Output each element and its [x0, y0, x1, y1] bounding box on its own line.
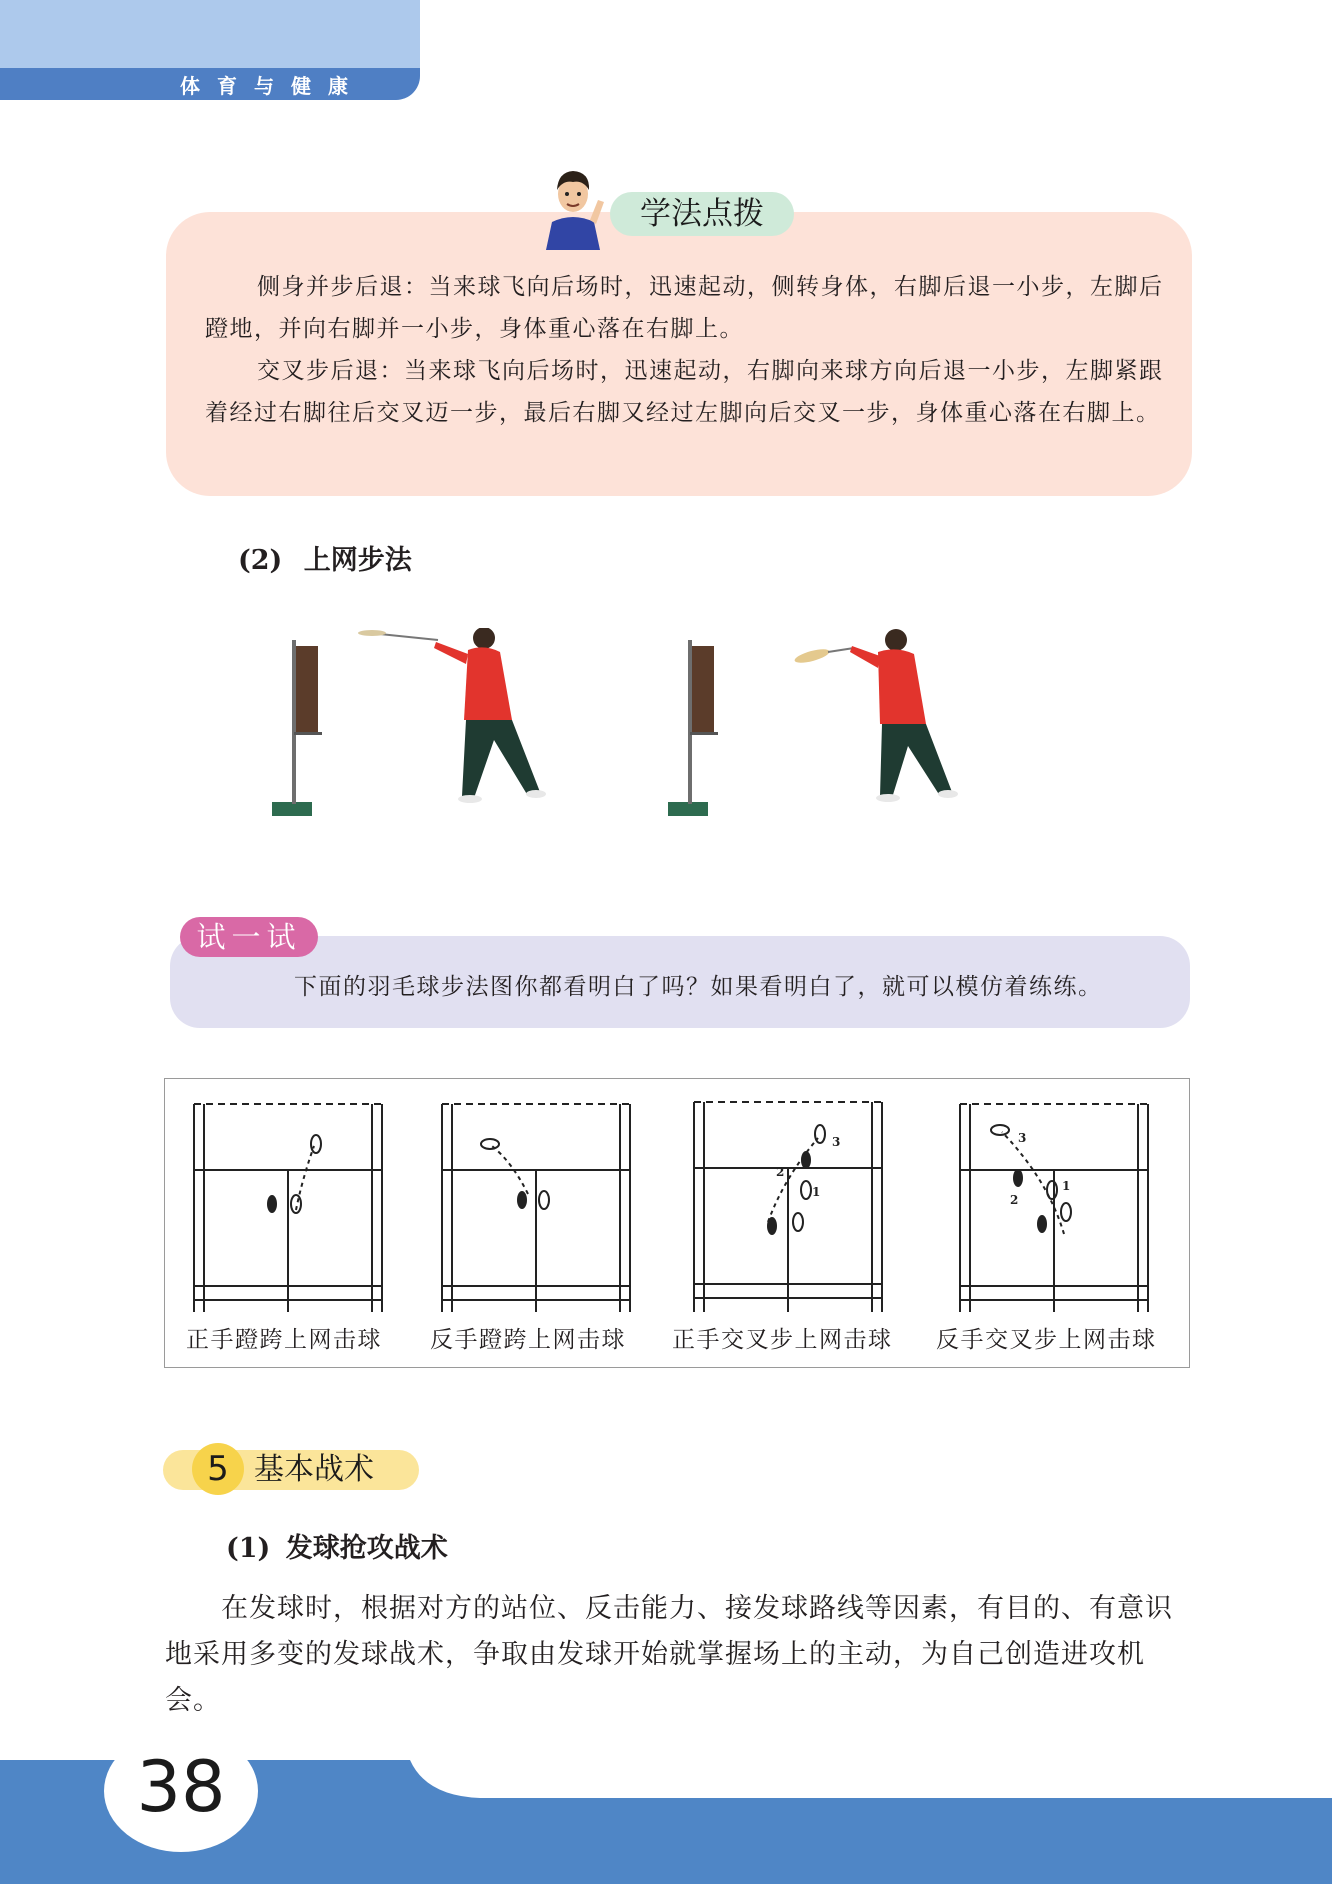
net-step-photo-2 [664, 628, 964, 828]
court-diagram-1 [190, 1100, 386, 1316]
header-band-light [0, 0, 420, 70]
subsection-heading-1 [226, 1526, 448, 1565]
step-number-3: 3 [1018, 1131, 1027, 1145]
step-number-2: 2 [776, 1165, 785, 1179]
section-title: 基本战术 [254, 1452, 374, 1487]
subsection-number: (1) [226, 1533, 271, 1564]
subsection-title: 上网步法 [303, 545, 412, 576]
net-step-photo-1 [268, 628, 558, 828]
subsection-heading-2 [238, 538, 412, 577]
net-post-2 [668, 640, 718, 816]
try-it-text: 下面的羽毛球步法图你都看明白了吗？如果看明白了，就可以模仿着练练。 [294, 974, 1103, 1000]
tip-title: 学法点拨 [610, 192, 794, 236]
net-post-1 [272, 640, 322, 816]
try-it-label: 试一试 [180, 917, 318, 957]
tip-paragraph-2: 交叉步后退：当来球飞向后场时，迅速起动，右脚向来球方向后退一小步，左脚紧跟着经过右脚往后交叉迈一步，最后右脚又经过左脚向后交叉一步，身体重心落在右脚上。 [205, 358, 1164, 426]
diagram-caption-1: 正手蹬跨上网击球 [186, 1327, 382, 1353]
step-number-1: 1 [812, 1185, 821, 1199]
header-book-title: 体育与健康 [180, 74, 365, 98]
court-diagram-3 [690, 1098, 886, 1316]
subsection-number: (2) [238, 545, 283, 576]
court-diagram-4 [956, 1100, 1152, 1316]
player-2 [793, 629, 958, 802]
diagram-caption-3: 正手交叉步上网击球 [672, 1327, 893, 1353]
court-diagram-2 [438, 1100, 634, 1316]
player-1 [358, 628, 546, 803]
section-number: 5 [192, 1443, 244, 1495]
subsection-title: 发球抢攻战术 [285, 1533, 448, 1564]
step-number-2: 2 [1010, 1193, 1019, 1207]
diagram-caption-4: 反手交叉步上网击球 [936, 1327, 1157, 1353]
teacher-illustration [538, 160, 608, 250]
diagram-caption-2: 反手蹬跨上网击球 [430, 1327, 626, 1353]
body-paragraph: 在发球时，根据对方的站位、反击能力、接发球路线等因素，有目的、有意识地采用多变的发球战术，争取由发球开始就掌握场上的主动，为自己创造进攻机会。 [165, 1593, 1173, 1716]
step-number-3: 3 [832, 1135, 841, 1149]
page-number: 38 [136, 1746, 226, 1828]
step-number-1: 1 [1062, 1179, 1071, 1193]
tip-paragraph-1: 侧身并步后退：当来球飞向后场时，迅速起动，侧转身体，右脚后退一小步，左脚后蹬地，并向右脚并一小步，身体重心落在右脚上。 [205, 274, 1164, 342]
